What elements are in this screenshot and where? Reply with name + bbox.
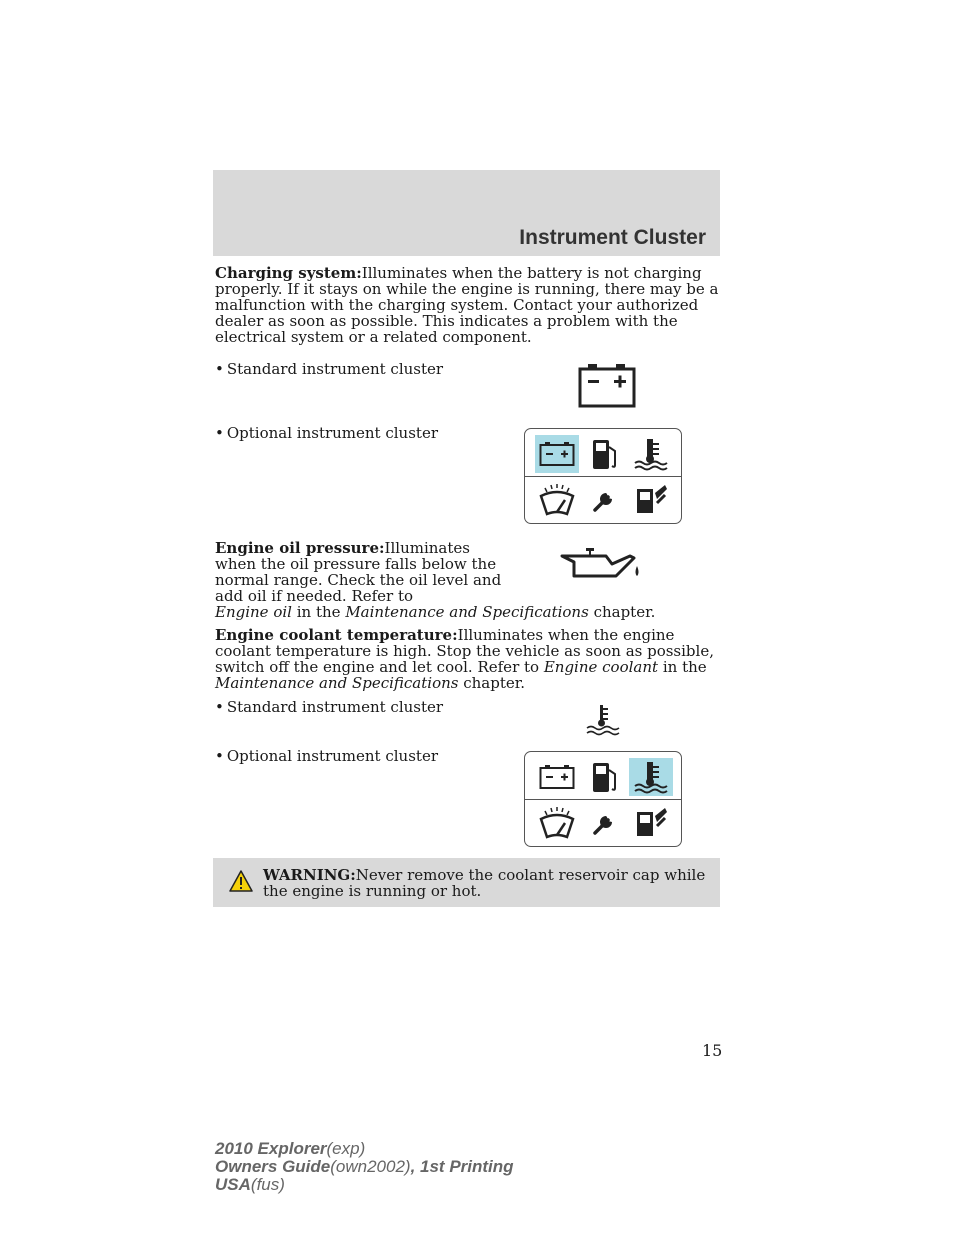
cluster-divider: [525, 476, 681, 477]
warning-text: [263, 867, 708, 899]
charging-bullet-optional: • Optional instrument cluster: [215, 424, 438, 442]
footer-line-1: [215, 1140, 514, 1158]
battery-cell: [535, 758, 579, 796]
fuel-pump-icon: [590, 760, 620, 794]
charging-body: Illuminates when the battery is not charging properly. If it stays on while the engine is running, there may be a malfunction with the charging system. Contact your authorized dealer as soon as possible. This indicates a problem with the electrical system or a related component.: [215, 264, 719, 346]
oil-ref-end: chapter.: [593, 603, 656, 621]
wrench-cell: [583, 481, 627, 519]
charging-bullet-standard: • Standard instrument cluster: [215, 360, 444, 378]
wrench-icon: [590, 808, 620, 838]
footer-market: USA: [215, 1175, 251, 1194]
optional-cluster-charging: [524, 428, 682, 524]
footer: [215, 1140, 514, 1194]
warning-body: Never remove the coolant reservoir cap while the engine is running or hot.: [263, 866, 706, 900]
coolant-paragraph: [215, 627, 723, 691]
bullet-label: Optional instrument cluster: [226, 424, 438, 442]
footer-line-3: [215, 1176, 514, 1194]
coolant-temp-icon: [585, 704, 621, 736]
oil-ref-mid: in the: [296, 603, 341, 621]
optional-cluster-coolant: [524, 751, 682, 847]
footer-market-code: (fus): [250, 1175, 285, 1194]
oil-reference: [215, 604, 655, 620]
coolant-bullet-standard: • Standard instrument cluster: [215, 698, 444, 716]
washer-fluid-icon: [537, 482, 577, 518]
bullet-label: Standard instrument cluster: [226, 698, 444, 716]
fuel-cell: [583, 435, 627, 473]
washer-cell: [535, 804, 579, 842]
warning-label: WARNING:: [263, 866, 356, 884]
coolant-ref-mid: in the: [662, 658, 707, 676]
coolant-ref-link: Engine coolant: [543, 658, 659, 676]
oil-can-icon: [560, 546, 645, 582]
footer-model-code: (exp): [326, 1139, 366, 1158]
coolant-bullet-optional: • Optional instrument cluster: [215, 747, 438, 765]
footer-line-2: [215, 1158, 514, 1176]
battery-icon: [578, 364, 636, 408]
cluster-divider: [525, 799, 681, 800]
door-ajar-cell: [629, 481, 673, 519]
bullet-label: Optional instrument cluster: [226, 747, 438, 765]
warning-triangle-icon: [229, 870, 253, 892]
bullet-label: Standard instrument cluster: [226, 360, 444, 378]
footer-printing: , 1st Printing: [410, 1157, 514, 1176]
battery-cell: [535, 435, 579, 473]
footer-model: 2010 Explorer: [215, 1139, 327, 1158]
wrench-icon: [590, 485, 620, 515]
charging-heading: Charging system:: [215, 264, 362, 282]
coolant-temp-icon: [633, 760, 669, 794]
coolant-heading: Engine coolant temperature:: [215, 626, 458, 644]
coolant-ref-chapter: Maintenance and Specifications: [215, 674, 459, 692]
door-ajar-icon: [633, 806, 669, 840]
washer-fluid-icon: [537, 805, 577, 841]
coolant-cell: [629, 758, 673, 796]
page-title: Instrument Cluster: [519, 226, 706, 249]
warning-box: [213, 858, 720, 907]
page-number: 15: [702, 1041, 723, 1060]
coolant-ref-end: chapter.: [463, 674, 526, 692]
fuel-pump-icon: [590, 437, 620, 471]
door-ajar-icon: [633, 483, 669, 517]
oil-paragraph: [215, 540, 515, 604]
charging-paragraph: [215, 265, 723, 345]
footer-guide-code: (own2002): [330, 1157, 411, 1176]
oil-heading: Engine oil pressure:: [215, 539, 385, 557]
coolant-temp-icon: [633, 437, 669, 471]
door-ajar-cell: [629, 804, 673, 842]
fuel-cell: [583, 758, 627, 796]
oil-ref-chapter: Maintenance and Specifications: [345, 603, 589, 621]
header-band: [213, 170, 720, 256]
battery-icon: [539, 764, 575, 790]
coolant-cell: [629, 435, 673, 473]
footer-guide: Owners Guide: [215, 1157, 331, 1176]
washer-cell: [535, 481, 579, 519]
battery-icon: [539, 441, 575, 467]
oil-ref-link: Engine oil: [215, 603, 292, 621]
oil-body: Illuminates when the oil pressure falls below the normal range. Check the oil level and add oil if needed. Refer to: [215, 539, 502, 605]
wrench-cell: [583, 804, 627, 842]
coolant-body: Illuminates when the engine coolant temperature is high. Stop the vehicle as soon as possible, switch off the engine and let cool. Refer to: [215, 626, 714, 676]
